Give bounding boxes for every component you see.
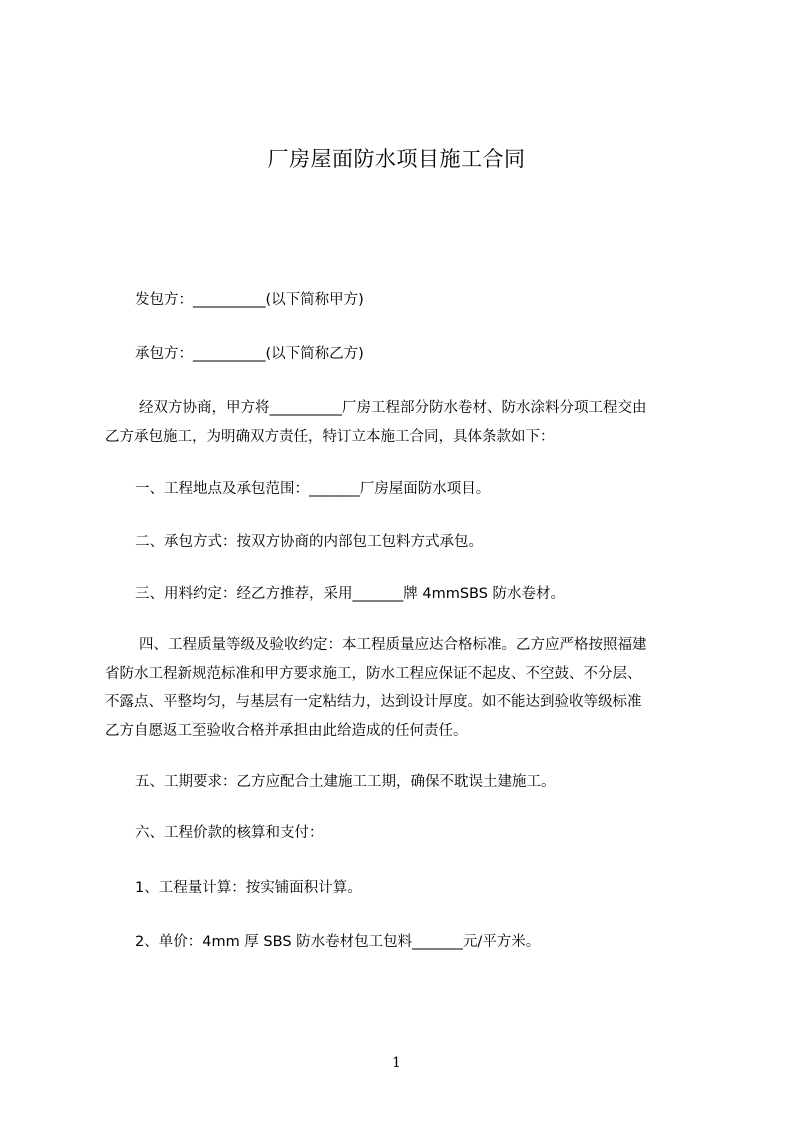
clause-6-item-2: 2、单价：4mm 厚 SBS 防水卷材包工包料_______元/平方米。 [135,934,541,950]
party-b-line: 承包方：__________(以下简称乙方) [135,346,364,362]
clause-4-line-1: 四、工程质量等级及验收约定：本工程质量应达合格标准。乙方应严格按照福建 [139,637,647,653]
clause-6-item-1: 1、工程量计算：按实铺面积计算。 [135,880,362,896]
clause-4-line-4: 乙方自愿返工至验收合格并承担由此给造成的任何责任。 [105,722,468,739]
clause-4-line-3: 不露点、平整均匀，与基层有一定粘结力，达到设计厚度。如不能达到验收等级标准 [105,694,642,710]
clause-6: 六、工程价款的核算和支付： [135,825,324,841]
document-title: 厂房屋面防水项目施工合同 [267,147,526,171]
clause-5: 五、工期要求：乙方应配合土建施工工期，确保不耽误土建施工。 [135,774,556,790]
party-a-line: 发包方：__________(以下简称甲方) [135,292,364,308]
intro-line-2: 乙方承包施工，为明确双方责任，特订立本施工合同，具体条款如下： [105,428,555,445]
clause-3: 三、用料约定：经乙方推荐，采用_______牌 4mmSBS 防水卷材。 [135,586,566,602]
clause-1: 一、工程地点及承包范围：_______厂房屋面防水项目。 [135,481,491,497]
clause-4-line-2: 省防水工程新规范标准和甲方要求施工，防水工程应保证不起皮、不空鼓、不分层、 [105,665,642,682]
intro-paragraph [105,394,705,451]
page-number: 1 [392,1055,401,1071]
clause-4-paragraph [105,631,705,745]
clause-2: 二、承包方式：按双方协商的内部包工包料方式承包。 [135,534,483,550]
intro-line-1: 经双方协商，甲方将__________厂房工程部分防水卷材、防水涂料分项工程交由 [139,400,647,416]
